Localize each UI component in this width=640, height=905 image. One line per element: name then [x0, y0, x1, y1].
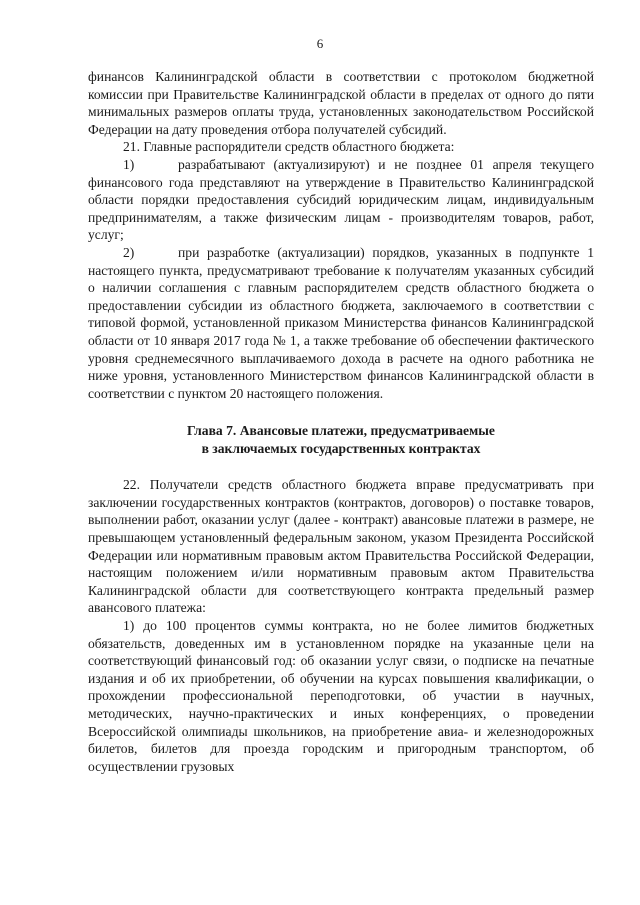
- list-item-2-text: при разработке (актуализации) порядков, указанных в подпункте 1 настоящего пункта, предусматривают требование к получателям указанных субсидий о наличии соглашения с главным распорядителем средств областного бюджета о предоставлении субсидии из областного бюджета, заключаемого в соответствии с типовой формой, установленной приказом Министерства финансов Калининградской области от 10 января 2017 года № 1, а также требование об обеспечении фактического уровня среднемесячного выплачиваемого дохода в расчете на одного работника не ниже уровня, установленного Министерством финансов Калининградской области в соответствии с пунктом 20 настоящего положения.: [88, 244, 594, 401]
- chapter-heading: [88, 422, 594, 458]
- list-item-2-number: 2): [123, 244, 135, 260]
- list-item-1: [88, 156, 594, 244]
- chapter-heading-line-1: Глава 7. Авансовые платежи, предусматриваемые: [187, 423, 495, 439]
- paragraph-intro: финансов Калининградской области в соответствии с протоколом бюджетной комиссии при Правительстве Калининградской области в пределах от одного до пяти минимальных размеров оплаты труда, установленных законодательством Российской Федерации на дату проведения отбора получателей субсидий.: [88, 69, 594, 137]
- chapter-heading-line-2: в заключаемых государственных контрактах: [201, 441, 481, 457]
- paragraph-21: 21. Главные распорядители средств областного бюджета:: [123, 139, 455, 155]
- list-item-1-number: 1): [123, 156, 135, 172]
- paragraph-22: 22. Получатели средств областного бюджета вправе предусматривать при заключении государственных контрактов (контрактов, договоров) о поставке товаров, выполнении работ, оказании услуг (далее - контракт) авансовые платежи в размере, не превышающем установленный федеральным законом, указом Президента Российской Федерации или нормативным правовым актом Правительства Российской Федерации, настоящим положением и/или нормативным правовым актом Правительства Калининградской области для соответствующего контракта предельный размер авансового платежа:: [88, 477, 594, 616]
- document-body: [88, 68, 594, 775]
- paragraph-22-item-1: 1) до 100 процентов суммы контракта, но не более лимитов бюджетных обязательств, доведенных им в установленном порядке на указанные цели на соответствующий финансовый год: об оказании услуг связи, о подписке на печатные издания и об их приобретении, об обучении на курсах повышения квалификации, о прохождении профессиональной переподготовки, об участии в научных, методических, научно-практических и иных конференциях, о проведении Всероссийской олимпиады школьников, на приобретение авиа- и железнодорожных билетов, билетов для проезда городским и пригородным транспортом, об осуществлении грузовых: [88, 618, 594, 774]
- list-item-1-text: разрабатывают (актуализируют) и не позднее 01 апреля текущего финансового года представляют на утверждение в Правительство Калининградской области порядки предоставления субсидий юридическим лицам, индивидуальным предпринимателям, а также физическим лицам - производителям товаров, работ, услуг;: [88, 156, 594, 243]
- list-item-2: [88, 244, 594, 402]
- page-number: 6: [316, 36, 324, 51]
